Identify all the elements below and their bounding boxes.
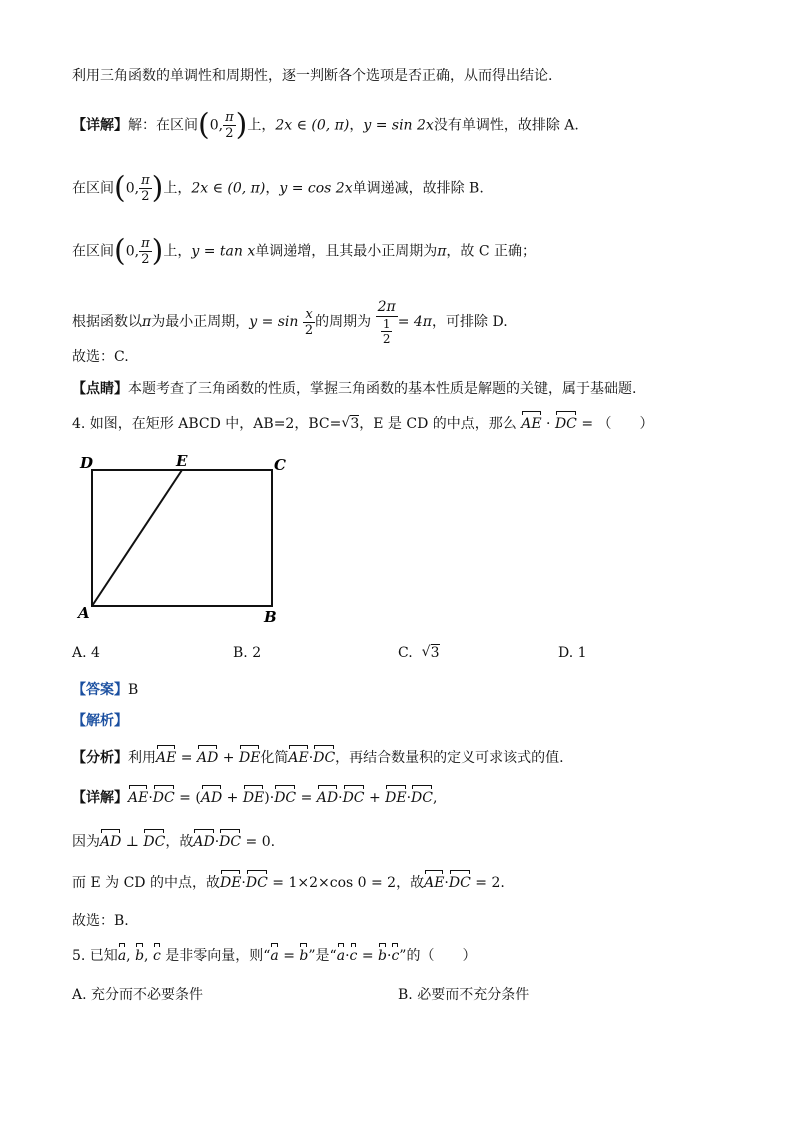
paren-close: ) bbox=[151, 233, 164, 269]
analysis-midpoint: 而 E 为 CD 的中点，故DE·DC = 1×2×cos 0 = 2，故AE·DC = 2. bbox=[72, 875, 505, 891]
fraction: $\frac{2\pi}{\frac{1}{2}}$ bbox=[377, 299, 396, 346]
label-a: A bbox=[78, 604, 90, 622]
math: π bbox=[142, 314, 152, 330]
paren-close: ) bbox=[151, 170, 164, 206]
detail-line-4 bbox=[72, 298, 508, 346]
fenxi-label: 【分析】 bbox=[72, 750, 128, 766]
text: 没有单调性，故排除 A. bbox=[433, 117, 579, 134]
paren-open: ( bbox=[198, 107, 210, 143]
q5-choice-b: B. 必要而不充分条件 bbox=[398, 987, 530, 1003]
text: ， bbox=[349, 117, 364, 134]
text: 上， bbox=[163, 180, 192, 197]
detail-label: 【详解】 bbox=[72, 117, 128, 134]
text: 为最小正周期， bbox=[151, 314, 250, 330]
rectangle-figure bbox=[72, 452, 292, 628]
detail-line-2 bbox=[72, 170, 484, 206]
label-e: E bbox=[176, 452, 188, 470]
question-4: 4. 如图，在矩形 ABCD 中，AB=2，BC=√ 3，E 是 CD 的中点，那么 AE · DC = （ ） bbox=[72, 414, 654, 434]
segment-ae bbox=[92, 470, 182, 606]
text: 在区间 bbox=[72, 180, 114, 197]
question-5: 5. 已知a, b, c 是非零向量，则“a = b”是“a·c = b·c”的（ ） bbox=[72, 948, 477, 964]
text: 4. 如图，在矩形 ABCD 中，AB=2，BC= bbox=[72, 416, 342, 432]
analysis-choose: 故选：B. bbox=[72, 913, 129, 929]
text: ，可排除 D. bbox=[432, 314, 508, 330]
analysis-xiangjie: 【详解】AE·DC = (AD + DE)·DC = AD·DC + DE·DC, bbox=[72, 790, 438, 806]
label-d: D bbox=[80, 454, 94, 472]
choice-c: C. √ 3 bbox=[398, 645, 440, 661]
sqrt: √ 3 bbox=[341, 414, 359, 434]
math: 0, bbox=[209, 117, 224, 134]
fraction: $\frac{x}{2}$ bbox=[304, 306, 314, 338]
text: （ ） bbox=[597, 416, 654, 432]
fraction: $\frac{\pi}{2}$ bbox=[141, 173, 150, 204]
choice-b: B. 2 bbox=[233, 645, 262, 661]
text: 解：在区间 bbox=[128, 117, 198, 134]
text: ，故 C 正确； bbox=[446, 243, 537, 260]
math: 0, bbox=[125, 243, 140, 260]
text: ，E 是 CD 的中点，那么 bbox=[359, 416, 517, 432]
math: = 4π bbox=[397, 314, 433, 330]
text: ， bbox=[265, 180, 280, 197]
comment-label: 【点睛】 bbox=[72, 381, 128, 397]
paren-open: ( bbox=[114, 170, 126, 206]
paren-close: ) bbox=[235, 107, 248, 143]
math: 0, bbox=[125, 180, 140, 197]
text: 的周期为 bbox=[315, 314, 372, 330]
comment-line bbox=[72, 379, 636, 399]
text: 本题考查了三角函数的性质，掌握三角函数的基本性质是解题的关键，属于基础题. bbox=[128, 381, 637, 397]
label-c: C bbox=[274, 456, 286, 474]
text: 单调递减，故排除 B. bbox=[352, 180, 484, 197]
detail-line-3 bbox=[72, 233, 537, 269]
answer-line bbox=[72, 680, 138, 700]
math: y = tan x bbox=[191, 243, 256, 260]
vector-dc: DC bbox=[554, 416, 577, 432]
choice-a: A. 4 bbox=[72, 645, 100, 661]
math: y = cos 2x bbox=[279, 180, 353, 197]
xiangjie-label: 【详解】 bbox=[72, 790, 128, 806]
paren-open: ( bbox=[114, 233, 126, 269]
text: 上， bbox=[163, 243, 192, 260]
text: 根据函数以 bbox=[72, 314, 142, 330]
math: y = sin 2x bbox=[363, 117, 434, 134]
analysis-fenxi: 【分析】利用AE = AD + DE化简AE·DC，再结合数量积的定义可求该式的值. bbox=[72, 750, 564, 766]
math: 2x ∈ (0, π) bbox=[191, 180, 266, 197]
text: 单调递增，且其最小正周期为 bbox=[255, 243, 438, 260]
vector-ae: AE bbox=[521, 416, 542, 432]
q5-choice-a: A. 充分而不必要条件 bbox=[72, 987, 204, 1003]
text: 上， bbox=[247, 117, 276, 134]
math: y = sin bbox=[249, 314, 299, 330]
text-line: 故选：C. bbox=[72, 349, 129, 365]
text-line: 利用三角函数的单调性和周期性，逐一判断各个选项是否正确，从而得出结论. bbox=[72, 68, 553, 84]
choice-d: D. 1 bbox=[558, 645, 587, 661]
label-b: B bbox=[264, 608, 277, 626]
fraction: $\frac{\pi}{2}$ bbox=[141, 236, 150, 267]
detail-line-1 bbox=[72, 107, 579, 143]
fraction: $\frac{\pi}{2}$ bbox=[225, 110, 234, 141]
answer-value: B bbox=[128, 682, 139, 698]
analysis-because: 因为AD ⊥ DC，故AD·DC = 0. bbox=[72, 834, 276, 850]
text: 在区间 bbox=[72, 243, 114, 260]
math: π bbox=[437, 243, 447, 260]
math: 2x ∈ (0, π) bbox=[275, 117, 350, 134]
rectangle bbox=[92, 470, 272, 606]
analysis-label: 【解析】 bbox=[72, 713, 128, 729]
answer-label: 【答案】 bbox=[72, 682, 128, 698]
